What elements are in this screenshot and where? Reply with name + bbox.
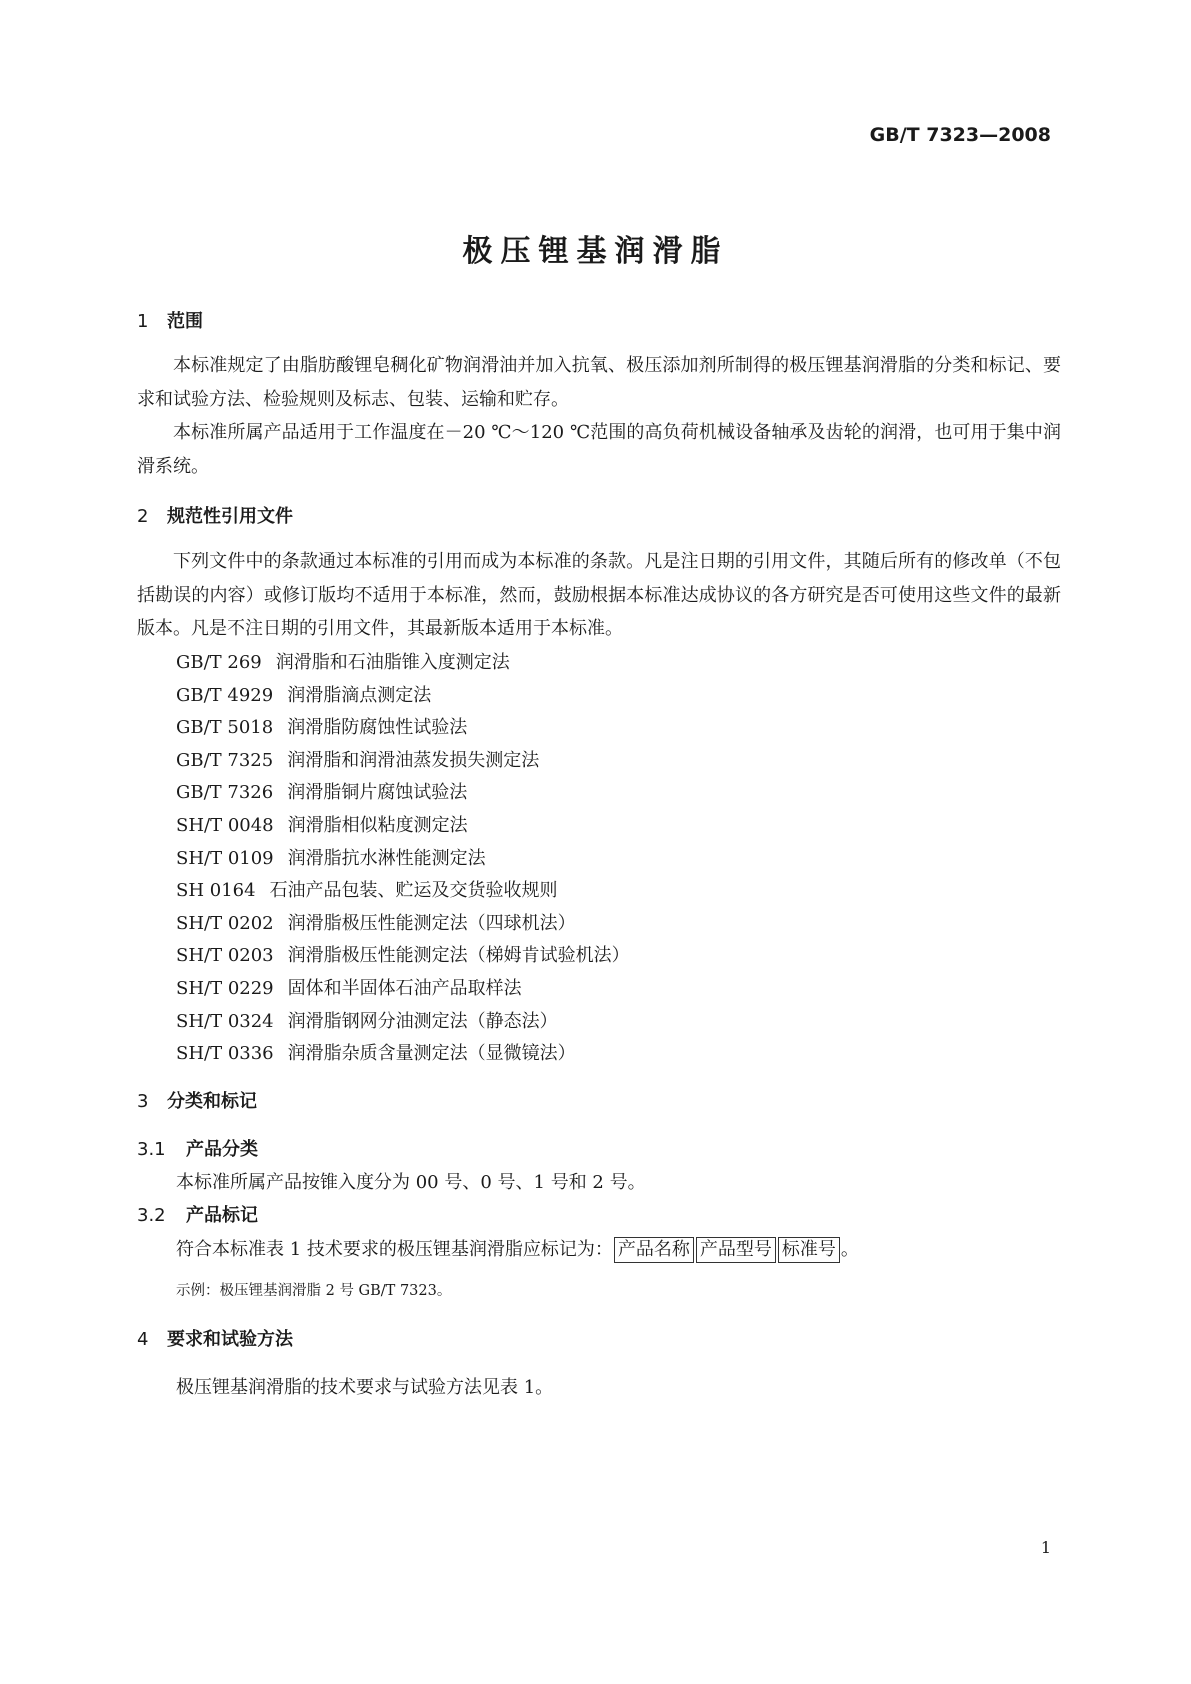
reference-title: 润滑脂滴点测定法 [287,684,432,706]
reference-item [176,778,467,804]
reference-item [176,844,486,870]
subsection-title: 产品标记 [186,1205,258,1226]
reference-code: SH/T 0229 [176,978,274,999]
reference-code: SH/T 0336 [176,1043,274,1065]
reference-item [176,713,467,739]
document-title: 极压锂基润滑脂 [462,234,729,269]
reference-code: GB/T 4929 [176,684,274,706]
reference-title: 润滑脂铜片腐蚀试验法 [287,782,468,804]
marking-box-product-name: 产品名称 [614,1237,694,1263]
section-title: 规范性引用文件 [167,506,293,527]
section-1-heading [137,307,203,333]
reference-code: GB/T 5018 [176,717,274,739]
reference-code: SH/T 0202 [176,912,274,934]
marking-text-prefix: 符合本标准表 1 技术要求的极压锂基润滑脂应标记为： [176,1239,613,1260]
reference-code: SH 0164 [176,880,256,902]
reference-item [176,746,539,772]
reference-item [176,681,431,707]
reference-item [176,1039,576,1065]
subsection-number: 3.2 [137,1205,166,1226]
reference-item [176,909,576,935]
section-title: 范围 [167,311,203,332]
section-1-paragraph-1: 本标准规定了由脂肪酸锂皂稠化矿物润滑油并加入抗氧、极压添加剂所制得的极压锂基润滑脂的分类和标记、要求和试验方法、检验规则及标志、包装、运输和贮存。 [137,355,1061,410]
reference-title: 润滑脂防腐蚀性试验法 [287,717,468,739]
reference-item [176,811,468,837]
reference-item [176,876,558,902]
subsection-number: 3.1 [137,1139,166,1160]
reference-item [176,1007,558,1033]
section-1-paragraph-2: 本标准所属产品适用于工作温度在－20 ℃～120 ℃范围的高负荷机械设备轴承及齿轮的润滑，也可用于集中润滑系统。 [137,422,1061,477]
section-number: 4 [137,1329,149,1350]
page-number: 1 [1040,1538,1051,1557]
reference-title: 润滑脂相似粘度测定法 [287,815,468,836]
section-4-text: 极压锂基润滑脂的技术要求与试验方法见表 1。 [176,1377,554,1398]
section-title: 分类和标记 [167,1091,257,1112]
reference-title: 石油产品包装、贮运及交货验收规则 [269,880,558,902]
reference-title: 润滑脂抗水淋性能测定法 [287,847,486,869]
marking-box-standard-number: 标准号 [778,1237,840,1263]
section-2-paragraph-1: 下列文件中的条款通过本标准的引用而成为本标准的条款。凡是注日期的引用文件，其随后所有的修改单（不包括勘误的内容）或修订版均不适用于本标准，然而，鼓励根据本标准达成协议的各方研究是否可使用这些文件的最新版本。凡是不注日期的引用文件，其最新版本适用于本标准。 [137,551,1061,639]
marking-box-product-model: 产品型号 [696,1237,776,1263]
section-3-1-heading [137,1135,258,1161]
reference-code: GB/T 7325 [176,749,274,771]
reference-code: GB/T 269 [176,652,262,673]
reference-item [176,941,630,967]
reference-code: SH/T 0048 [176,815,274,836]
reference-title: 润滑脂极压性能测定法（梯姆肯试验机法） [287,945,630,967]
reference-item [176,974,522,1000]
reference-code: SH/T 0109 [176,847,274,869]
reference-item [176,648,510,674]
section-number: 2 [137,506,149,527]
reference-title: 润滑脂和石油脂锥入度测定法 [275,652,510,673]
section-3-2-text [176,1235,859,1263]
subsection-title: 产品分类 [186,1139,258,1160]
section-number: 3 [137,1091,149,1112]
section-3-1-text: 本标准所属产品按锥入度分为 00 号、0 号、1 号和 2 号。 [176,1172,646,1193]
section-3-heading [137,1087,257,1113]
reference-title: 润滑脂极压性能测定法（四球机法） [287,912,576,934]
section-2-heading [137,502,293,528]
section-3-2-heading [137,1201,258,1227]
marking-text-suffix: 。 [840,1239,859,1260]
reference-title: 润滑脂和润滑油蒸发损失测定法 [287,749,540,771]
section-4-heading [137,1325,293,1351]
reference-title: 润滑脂杂质含量测定法（显微镜法） [287,1043,576,1065]
marking-example: 示例：极压锂基润滑脂 2 号 GB/T 7323。 [176,1283,452,1299]
reference-code: SH/T 0203 [176,945,274,967]
reference-code: SH/T 0324 [176,1010,274,1032]
section-title: 要求和试验方法 [167,1329,293,1350]
reference-code: GB/T 7326 [176,782,274,804]
section-number: 1 [137,311,149,332]
reference-title: 润滑脂钢网分油测定法（静态法） [287,1010,558,1032]
reference-title: 固体和半固体石油产品取样法 [287,978,522,999]
standard-number: GB/T 7323—2008 [869,124,1051,146]
